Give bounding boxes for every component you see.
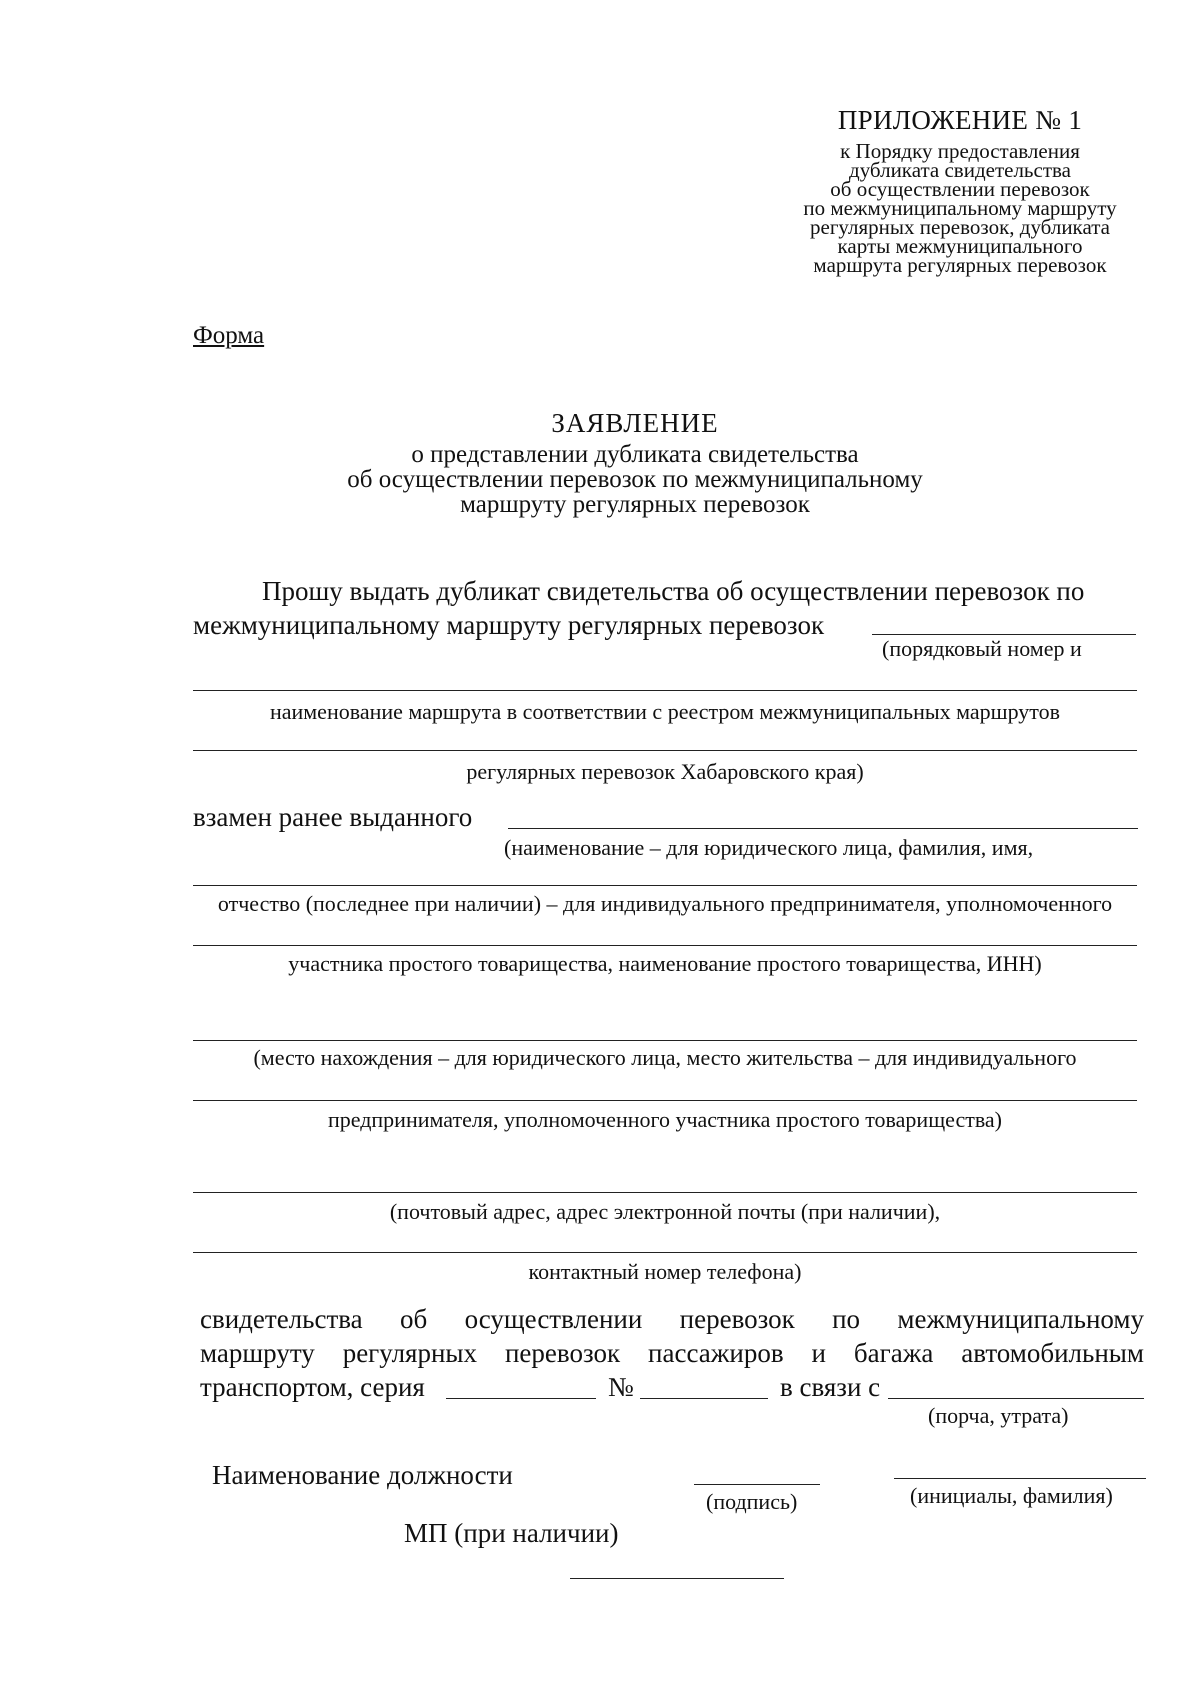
reason-hint: (порча, утрата) <box>928 1403 1069 1428</box>
location-field-2[interactable] <box>193 1100 1137 1101</box>
phone-field[interactable] <box>193 1252 1137 1253</box>
certificate-number-label: № <box>608 1372 634 1402</box>
seal-field[interactable] <box>570 1578 784 1579</box>
appendix-line: маршрута регулярных перевозок <box>813 253 1107 277</box>
certificate-line-1: свидетельства об осуществлении перевозок по межмуниципальному <box>200 1304 1144 1334</box>
holder-name-field[interactable] <box>508 828 1138 829</box>
location-hint: (место нахождения – для юридического лица, место жительства – для индивидуального <box>253 1045 1077 1070</box>
document-subtitle <box>260 442 1010 517</box>
partnership-hint: участника простого товарищества, наименование простого товарищества, ИНН) <box>288 951 1042 976</box>
appendix-header <box>750 104 1170 275</box>
appendix-subtitle <box>750 139 1170 277</box>
request-line-2: межмуниципальному маршруту регулярных перевозок <box>193 610 825 640</box>
location-field-1[interactable] <box>193 1040 1137 1041</box>
initials-hint: (инициалы, фамилия) <box>910 1483 1113 1508</box>
appendix-title: ПРИЛОЖЕНИЕ № 1 <box>837 105 1083 135</box>
certificate-line-2: маршруту регулярных перевозок пассажиров и багажа автомобильным <box>200 1338 1144 1368</box>
subtitle-line: о представлении дубликата свидетельства <box>411 441 859 468</box>
entrepreneur-hint: предпринимателя, уполномоченного участника простого товарищества) <box>327 1107 1003 1132</box>
route-name-hint: наименование маршрута в соответствии с реестром межмуниципальных маршрутов <box>269 699 1061 724</box>
document-title-block <box>260 406 1010 517</box>
subtitle-line: маршруту регулярных перевозок <box>460 491 810 518</box>
certificate-reason-label: в связи с <box>780 1372 881 1402</box>
reason-field[interactable] <box>888 1398 1144 1399</box>
holder-patronymic-hint: отчество (последнее при наличии) – для индивидуального предпринимателя, уполномоченного <box>217 891 1113 916</box>
appendix-line: карты межмуниципального <box>837 234 1083 258</box>
route-name-field-1[interactable] <box>193 690 1137 691</box>
postal-address-hint: (почтовый адрес, адрес электронной почты (при наличии), <box>389 1199 941 1224</box>
holder-name-field-3[interactable] <box>193 945 1137 946</box>
initials-field[interactable] <box>894 1478 1146 1479</box>
certificate-series-label: транспортом, серия <box>200 1372 425 1402</box>
signature-field[interactable] <box>694 1484 820 1485</box>
request-line-1: Прошу выдать дубликат свидетельства об осуществлении перевозок по <box>262 576 1085 606</box>
subtitle-line: об осуществлении перевозок по межмуниципальному <box>347 466 923 493</box>
route-number-field[interactable] <box>872 634 1136 635</box>
appendix-line: дубликата свидетельства <box>849 158 1071 182</box>
position-label: Наименование должности <box>212 1460 513 1490</box>
number-field[interactable] <box>640 1398 768 1399</box>
appendix-line: к Порядку предоставления <box>840 139 1080 163</box>
postal-address-field[interactable] <box>193 1192 1137 1193</box>
signature-hint: (подпись) <box>706 1489 798 1514</box>
series-field[interactable] <box>446 1398 596 1399</box>
document-title: ЗАЯВЛЕНИЕ <box>551 408 719 438</box>
route-name-field-2[interactable] <box>193 750 1137 751</box>
route-registry-hint: регулярных перевозок Хабаровского края) <box>466 759 864 784</box>
appendix-line: регулярных перевозок, дубликата <box>810 215 1110 239</box>
route-number-hint: (порядковый номер и <box>882 636 1082 661</box>
holder-name-hint: (наименование – для юридического лица, фамилия, имя, <box>504 835 1034 860</box>
appendix-line: об осуществлении перевозок <box>830 177 1090 201</box>
phone-hint: контактный номер телефона) <box>528 1259 802 1284</box>
holder-name-field-2[interactable] <box>193 885 1137 886</box>
form-label: Форма <box>193 322 265 349</box>
seal-label: МП (при наличии) <box>404 1518 619 1548</box>
appendix-line: по межмуниципальному маршруту <box>803 196 1117 220</box>
replacement-label: взамен ранее выданного <box>193 802 473 832</box>
